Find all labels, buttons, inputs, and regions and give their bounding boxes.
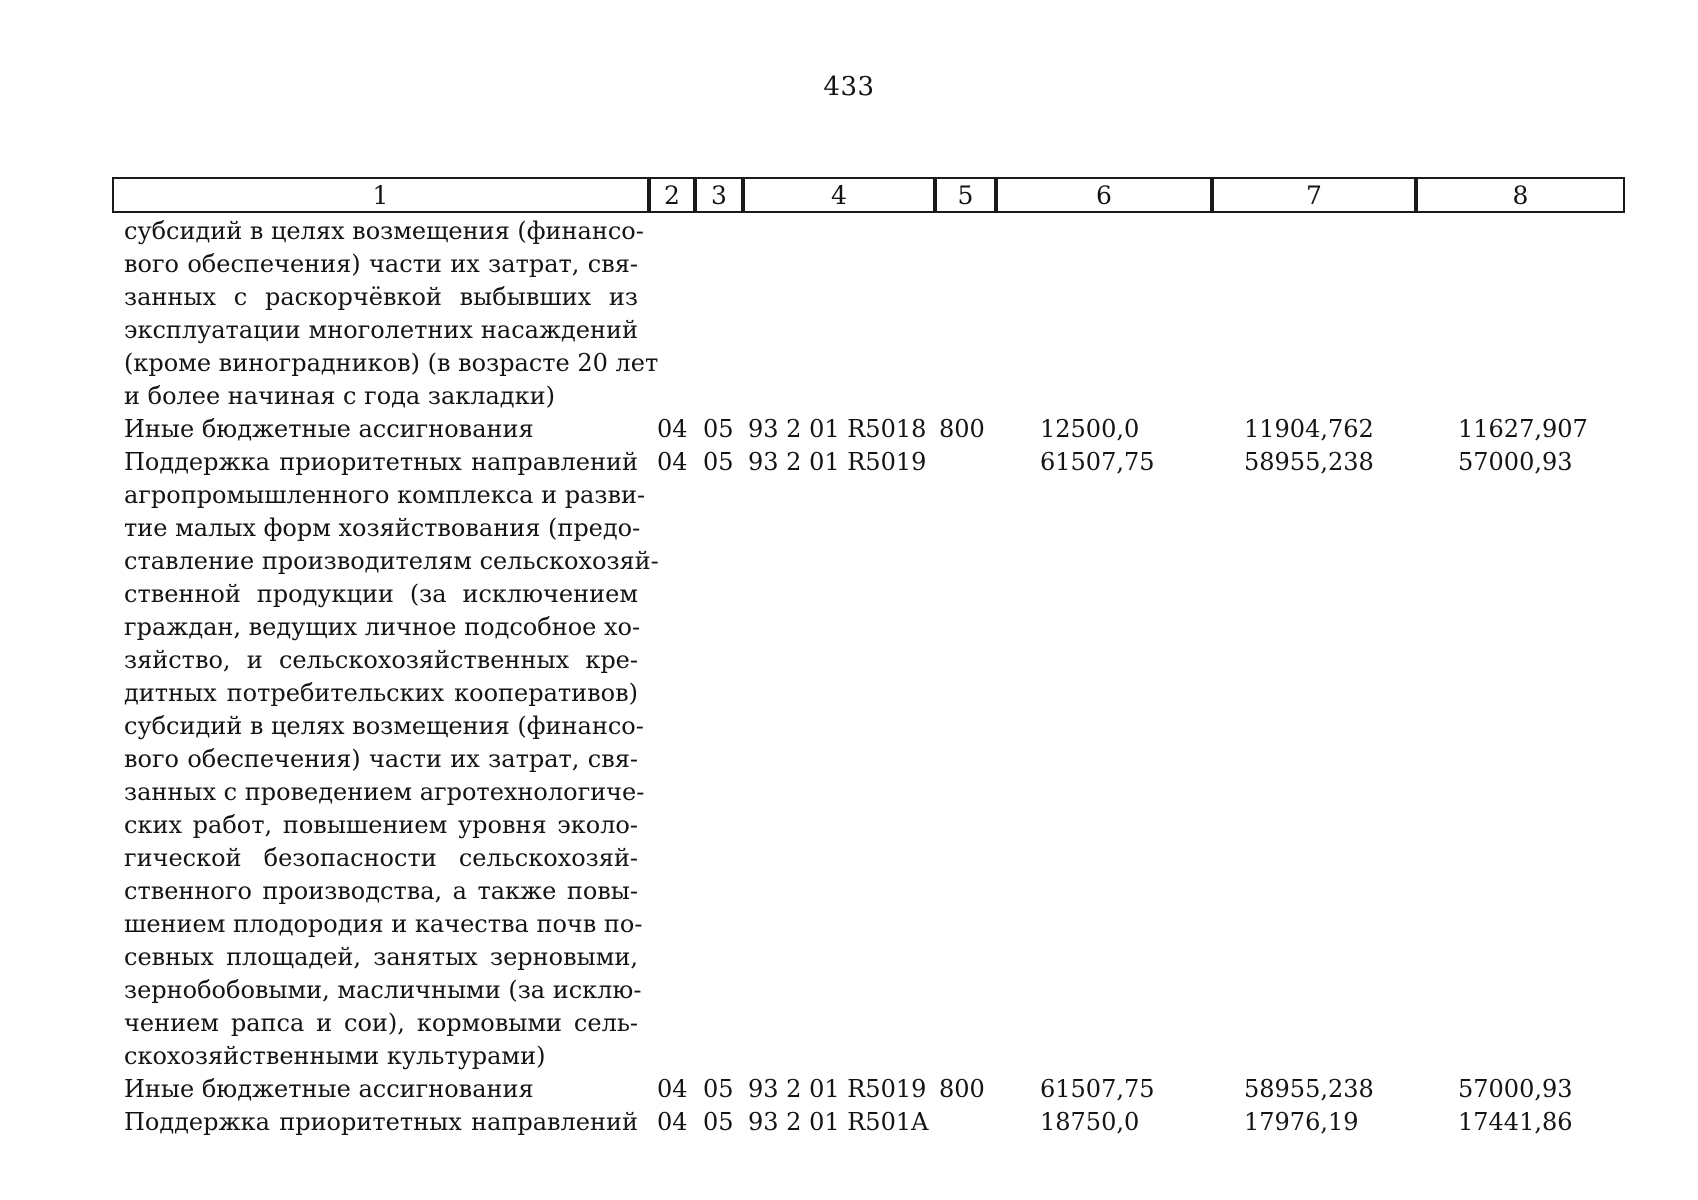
text-line: Иные бюджетные ассигнования [124, 1075, 534, 1103]
cell-section: 04 [657, 1108, 688, 1136]
cell-amount-col6: 12500,0 [1040, 415, 1140, 443]
header-cell-1: 1 [112, 177, 649, 213]
text-line: Поддержка приоритетных направлений [124, 448, 638, 476]
text-line: ских работ, повышением уровня эколо- [124, 811, 638, 839]
continuation-text [124, 215, 659, 413]
text-line: вого обеспечения) части их затрат, свя- [124, 745, 638, 773]
cell-section: 04 [657, 1075, 688, 1103]
row-description [124, 1106, 638, 1139]
cell-amount-col7: 58955,238 [1244, 1075, 1374, 1103]
text-line: эксплуатации многолетних насаждений [124, 316, 638, 344]
cell-amount-col6: 61507,75 [1040, 1075, 1155, 1103]
text-line: гической безопасности сельскохозяй- [124, 844, 638, 872]
page-number: 433 [823, 72, 875, 102]
header-cell-3: 3 [695, 177, 743, 213]
text-line: зернобобовыми, масличными (за исклю- [124, 976, 642, 1004]
cell-target-article: 93 2 01 R501A [748, 1108, 929, 1136]
cell-amount-col7: 58955,238 [1244, 448, 1374, 476]
header-cell-4: 4 [743, 177, 935, 213]
text-line: вого обеспечения) части их затрат, свя- [124, 250, 638, 278]
text-line: занных с раскорчёвкой выбывших из [124, 283, 638, 311]
cell-subsection: 05 [703, 415, 734, 443]
text-line: чением рапса и сои), кормовыми сель- [124, 1009, 638, 1037]
cell-section: 04 [657, 448, 688, 476]
text-line: граждан, ведущих личное подсобное хо- [124, 613, 641, 641]
text-line: севных площадей, занятых зерновыми, [124, 943, 638, 971]
text-line: и более начиная с года закладки) [124, 382, 555, 410]
text-line: Поддержка приоритетных направлений [124, 1108, 638, 1136]
cell-amount-col8: 57000,93 [1458, 448, 1573, 476]
text-line: ственного производства, а также повы- [124, 877, 638, 905]
header-cell-7: 7 [1212, 177, 1416, 213]
cell-subsection: 05 [703, 1108, 734, 1136]
text-line: ственной продукции (за исключением [124, 580, 638, 608]
row-description [124, 413, 638, 446]
text-line: (кроме виноградников) (в возрасте 20 лет [124, 349, 659, 377]
cell-section: 04 [657, 415, 688, 443]
text-line: субсидий в целях возмещения (финансо- [124, 217, 644, 245]
row-description [124, 1073, 638, 1106]
text-line: дитных потребительских кооперативов) [124, 679, 638, 707]
cell-amount-col7: 11904,762 [1244, 415, 1374, 443]
text-line: Иные бюджетные ассигнования [124, 415, 534, 443]
cell-amount-col6: 18750,0 [1040, 1108, 1140, 1136]
cell-amount-col7: 17976,19 [1244, 1108, 1359, 1136]
cell-amount-col8: 57000,93 [1458, 1075, 1573, 1103]
cell-subsection: 05 [703, 448, 734, 476]
text-line: скохозяйственными культурами) [124, 1042, 546, 1070]
header-cell-2: 2 [649, 177, 695, 213]
header-cell-8: 8 [1416, 177, 1625, 213]
text-line: агропромышленного комплекса и разви- [124, 481, 646, 509]
text-line: зяйство, и сельскохозяйственных кре- [124, 646, 638, 674]
cell-subsection: 05 [703, 1075, 734, 1103]
cell-target-article: 93 2 01 R5019 [748, 1075, 927, 1103]
text-line: шением плодородия и качества почв по- [124, 910, 643, 938]
cell-target-article: 93 2 01 R5019 [748, 448, 927, 476]
text-line: тие малых форм хозяйствования (предо- [124, 514, 641, 542]
cell-amount-col8: 11627,907 [1458, 415, 1588, 443]
text-line: ставление производителям сельскохозяй- [124, 547, 659, 575]
text-line: занных с проведением агротехнологиче- [124, 778, 645, 806]
cell-expense-type: 800 [939, 415, 985, 443]
cell-expense-type: 800 [939, 1075, 985, 1103]
text-line: субсидий в целях возмещения (финансо- [124, 712, 644, 740]
header-cell-5: 5 [935, 177, 996, 213]
cell-amount-col6: 61507,75 [1040, 448, 1155, 476]
row-description [124, 446, 659, 1073]
header-cell-6: 6 [996, 177, 1212, 213]
cell-amount-col8: 17441,86 [1458, 1108, 1573, 1136]
cell-target-article: 93 2 01 R5018 [748, 415, 927, 443]
